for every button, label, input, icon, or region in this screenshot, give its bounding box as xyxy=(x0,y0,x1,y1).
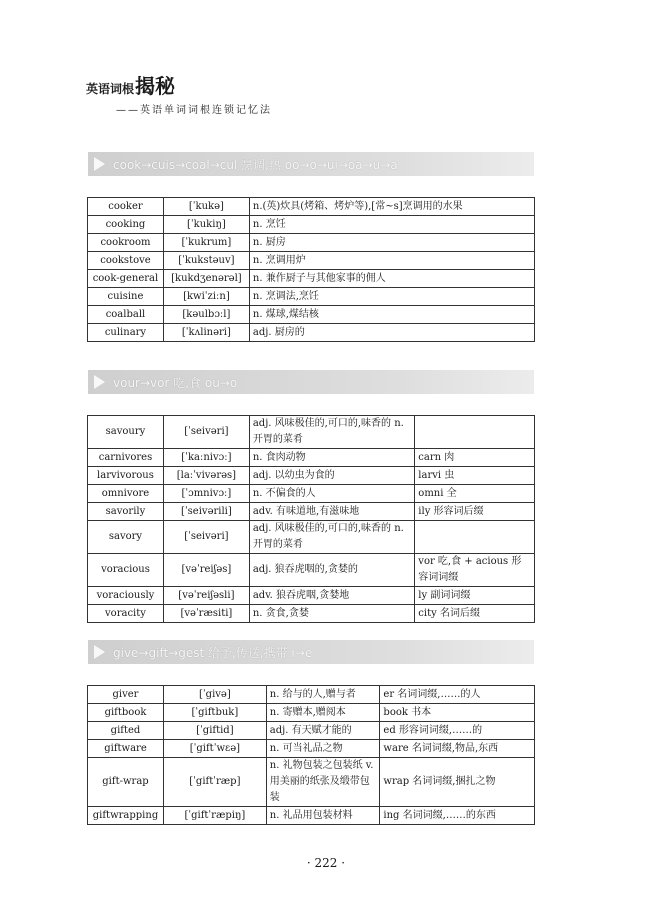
phonetic-cell: [ˈkukə] xyxy=(163,198,249,216)
phonetic-cell: [ˈgiftˈwɛə] xyxy=(163,740,266,758)
meaning-cell: n. 煤球,煤结核 xyxy=(249,306,534,324)
note-cell: wrap 名词词缀,捆扎之物 xyxy=(380,758,535,807)
word-cell: cooker xyxy=(88,198,164,216)
table-row xyxy=(88,485,535,503)
word-cell: voracious xyxy=(88,554,164,587)
table-row xyxy=(88,503,535,521)
table-row xyxy=(88,416,535,449)
meaning-cell: n. 寄赠本,赠阅本 xyxy=(266,704,380,722)
section-banner-3 xyxy=(88,640,534,664)
phonetic-cell: [ˈseivəri] xyxy=(163,521,249,554)
phonetic-cell: [ˈkukstəuv] xyxy=(163,252,249,270)
word-cell: cuisine xyxy=(88,288,164,306)
note-cell: ily 形容词后缀 xyxy=(415,503,535,521)
table-row xyxy=(88,807,535,825)
meaning-cell: n. 食肉动物 xyxy=(249,449,414,467)
note-cell: carn 肉 xyxy=(415,449,535,467)
note-cell xyxy=(415,416,535,449)
phonetic-cell: [kwiˈziːn] xyxy=(163,288,249,306)
word-cell: gifted xyxy=(88,722,164,740)
table-row xyxy=(88,270,535,288)
table-row xyxy=(88,587,535,605)
phonetic-cell: [kəulbɔːl] xyxy=(163,306,249,324)
word-cell: giftware xyxy=(88,740,164,758)
word-cell: voracity xyxy=(88,605,164,623)
word-cell: savory xyxy=(88,521,164,554)
note-cell: omni 全 xyxy=(415,485,535,503)
meaning-cell: n. 烹调用炉 xyxy=(249,252,534,270)
word-cell: cooking xyxy=(88,216,164,234)
meaning-cell: n. 给与的人,赠与者 xyxy=(266,686,380,704)
phonetic-cell: [ˈgiftˈræp] xyxy=(163,758,266,807)
meaning-cell: n. 礼物包装之包装纸 v. 用美丽的纸张及缎带包装 xyxy=(266,758,380,807)
meaning-cell: adj. 有天赋才能的 xyxy=(266,722,380,740)
meaning-cell: n. 烹调法,烹饪 xyxy=(249,288,534,306)
phonetic-cell: [ˈgiftbuk] xyxy=(163,704,266,722)
word-cell: carnivores xyxy=(88,449,164,467)
meaning-cell: adv. 狼吞虎咽,贪婪地 xyxy=(249,587,414,605)
triangle-icon xyxy=(94,645,105,659)
table-row xyxy=(88,306,535,324)
note-cell: vor 吃,食 + acious 形容词词缀 xyxy=(415,554,535,587)
table-row xyxy=(88,467,535,485)
note-cell: book 书本 xyxy=(380,704,535,722)
word-table-2 xyxy=(87,415,535,623)
note-cell: ware 名词词缀,物品,东西 xyxy=(380,740,535,758)
word-table-3 xyxy=(87,685,535,825)
table-row xyxy=(88,252,535,270)
word-cell: gift-wrap xyxy=(88,758,164,807)
phonetic-cell: [ˈgiftid] xyxy=(163,722,266,740)
note-cell: ly 副词词缀 xyxy=(415,587,535,605)
table-row xyxy=(88,324,535,342)
phonetic-cell: [kukdʒenərəl] xyxy=(163,270,249,288)
page-number: · 222 · xyxy=(306,856,346,870)
meaning-cell: n. 贪食,贪婪 xyxy=(249,605,414,623)
meaning-cell: n. 厨房 xyxy=(249,234,534,252)
table-row xyxy=(88,758,535,807)
word-cell: coalball xyxy=(88,306,164,324)
meaning-cell: n. 可当礼品之物 xyxy=(266,740,380,758)
word-cell: culinary xyxy=(88,324,164,342)
section-banner-1 xyxy=(88,152,534,176)
meaning-cell: adj. 以幼虫为食的 xyxy=(249,467,414,485)
section-banner-2 xyxy=(88,370,534,394)
note-cell: ed 形容词词缀,……的 xyxy=(380,722,535,740)
phonetic-cell: [vəˈreiʃəsli] xyxy=(163,587,249,605)
meaning-cell: n. 不偏食的人 xyxy=(249,485,414,503)
word-cell: omnivore xyxy=(88,485,164,503)
word-cell: savorily xyxy=(88,503,164,521)
triangle-icon xyxy=(94,375,105,389)
table-row xyxy=(88,722,535,740)
phonetic-cell: [ˈgiftˈræpiŋ] xyxy=(163,807,266,825)
meaning-cell: n. 烹饪 xyxy=(249,216,534,234)
word-cell: giftwrapping xyxy=(88,807,164,825)
meaning-cell: adj. 风味极佳的,可口的,味香的 n. 开胃的菜肴 xyxy=(249,416,414,449)
word-cell: cookroom xyxy=(88,234,164,252)
meaning-cell: adj. 厨房的 xyxy=(249,324,534,342)
triangle-icon xyxy=(94,157,105,171)
table-row xyxy=(88,449,535,467)
meaning-cell: n. 兼作厨子与其他家事的佣人 xyxy=(249,270,534,288)
phonetic-cell: [ˈgivə] xyxy=(163,686,266,704)
table-row xyxy=(88,216,535,234)
note-cell: er 名词词缀,……的人 xyxy=(380,686,535,704)
table-row xyxy=(88,288,535,306)
word-cell: giver xyxy=(88,686,164,704)
table-row xyxy=(88,686,535,704)
word-cell: giftbook xyxy=(88,704,164,722)
banner-text: cook→cuis→coal→cul 烹调,热 oo→o→ui→oa→u→a xyxy=(113,157,398,172)
meaning-cell: adj. 风味极佳的,可口的,味香的 n. 开胃的菜肴 xyxy=(249,521,414,554)
note-cell xyxy=(415,521,535,554)
word-cell: cook-general xyxy=(88,270,164,288)
banner-text: vour→vor 吃,食 ou→o xyxy=(113,375,238,390)
phonetic-cell: [vəˈræsiti] xyxy=(163,605,249,623)
phonetic-cell: [ˈkaːnivɔː] xyxy=(163,449,249,467)
table-row xyxy=(88,234,535,252)
meaning-cell: adj. 狼吞虎咽的,贪婪的 xyxy=(249,554,414,587)
word-cell: cookstove xyxy=(88,252,164,270)
phonetic-cell: [ˈseivəri] xyxy=(163,416,249,449)
word-cell: voraciously xyxy=(88,587,164,605)
note-cell: larvi 虫 xyxy=(415,467,535,485)
phonetic-cell: [ˈkukiŋ] xyxy=(163,216,249,234)
phonetic-cell: [vəˈreiʃəs] xyxy=(163,554,249,587)
table-row xyxy=(88,554,535,587)
meaning-cell: n. 礼品用包装材料 xyxy=(266,807,380,825)
meaning-cell: n.(英)炊具(烤箱、烤炉等),[常~s]烹调用的水果 xyxy=(249,198,534,216)
note-cell: ing 名词词缀,……的东西 xyxy=(380,807,535,825)
phonetic-cell: [ˈkʌlinəri] xyxy=(163,324,249,342)
book-header xyxy=(86,70,272,116)
book-title-large: 揭秘 xyxy=(135,74,176,98)
word-cell: larvivorous xyxy=(88,467,164,485)
word-table-1 xyxy=(87,197,535,342)
note-cell: city 名词后缀 xyxy=(415,605,535,623)
phonetic-cell: [laːˈvivərəs] xyxy=(163,467,249,485)
table-row xyxy=(88,521,535,554)
table-row xyxy=(88,198,535,216)
table-row xyxy=(88,740,535,758)
banner-text: give→gift→gest 给予,传送,携带 i→e xyxy=(113,645,313,660)
phonetic-cell: [ˈseivərili] xyxy=(163,503,249,521)
word-cell: savoury xyxy=(88,416,164,449)
book-title-small: 英语词根 xyxy=(86,82,135,96)
phonetic-cell: [ˈkukrum] xyxy=(163,234,249,252)
meaning-cell: adv. 有味道地,有滋味地 xyxy=(249,503,414,521)
table-row xyxy=(88,704,535,722)
phonetic-cell: [ˈɔmnivɔː] xyxy=(163,485,249,503)
table-row xyxy=(88,605,535,623)
book-subtitle: ——英语单词词根连锁记忆法 xyxy=(116,105,272,116)
